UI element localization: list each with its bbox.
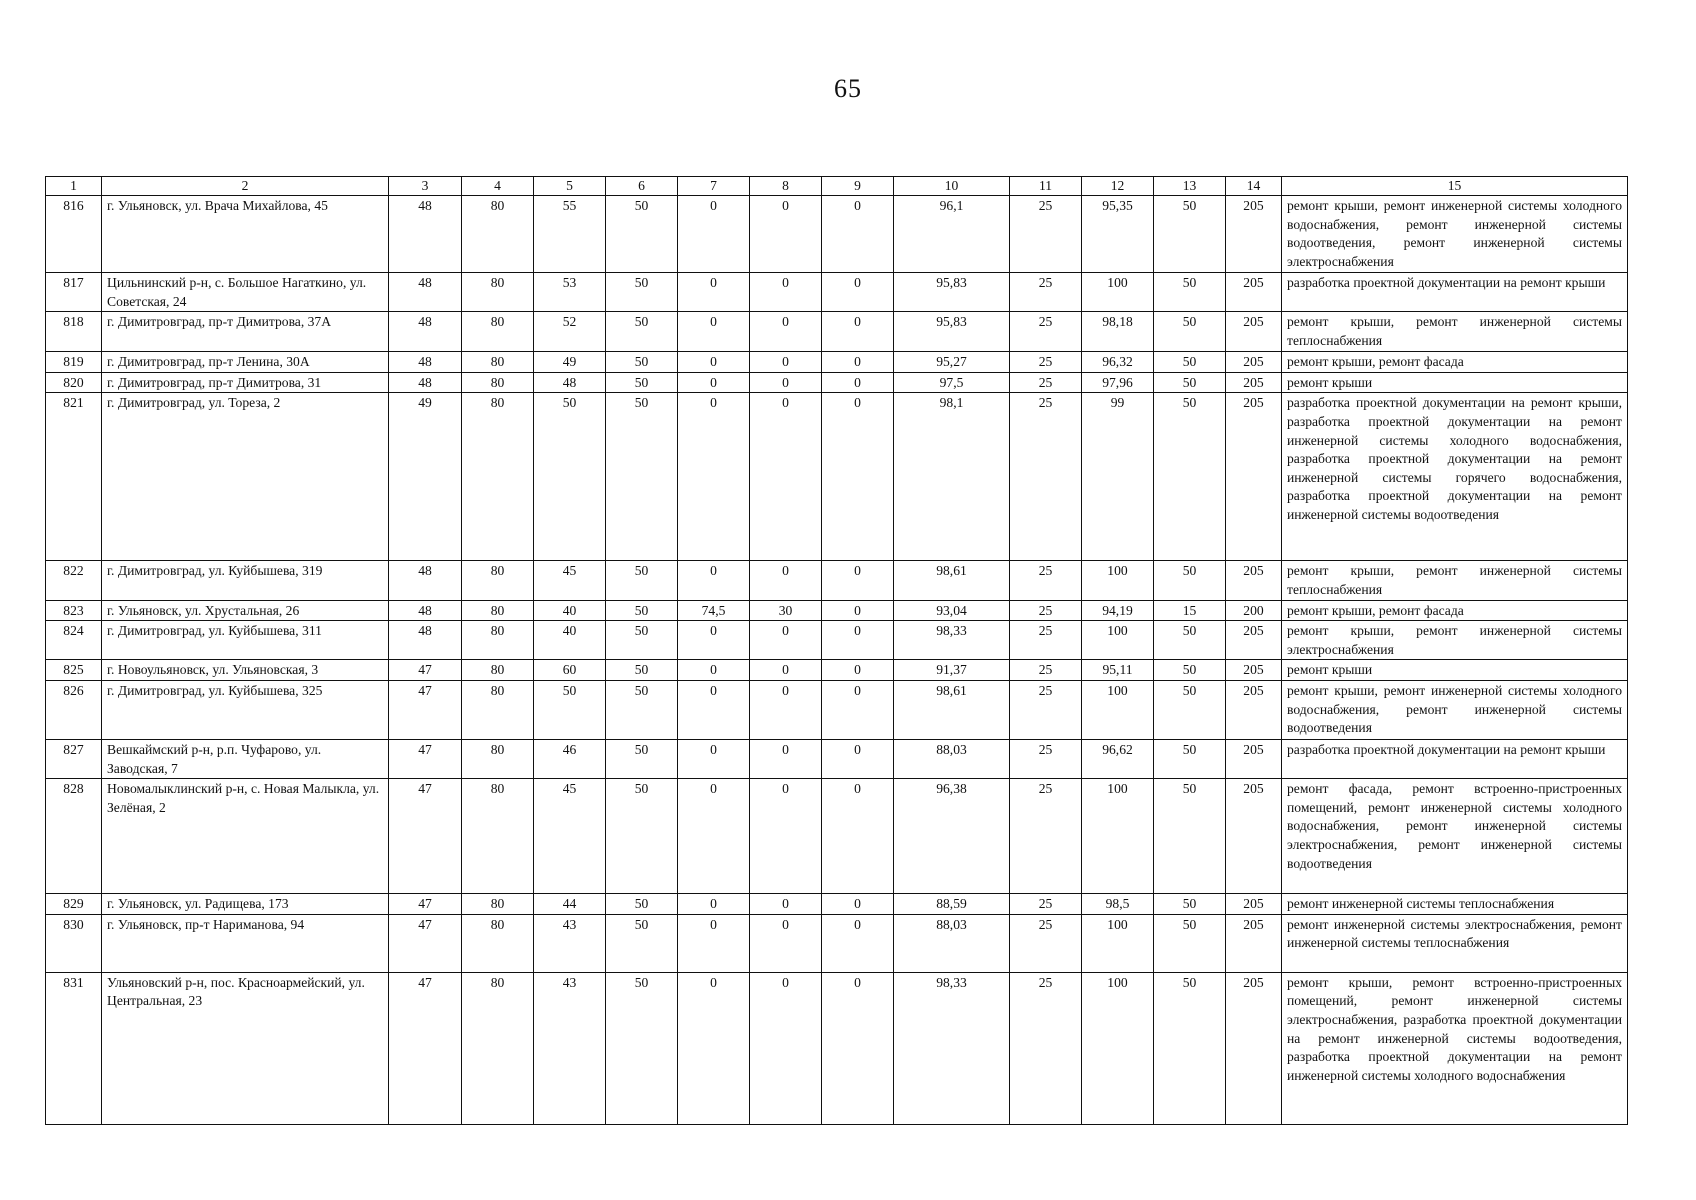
table-cell-col-15: ремонт крыши, ремонт инженерной системы электроснабжения (1282, 621, 1628, 660)
table-cell-col-14: 205 (1226, 312, 1282, 352)
table-cell-col-7: 0 (678, 312, 750, 352)
table-cell-col-4: 80 (462, 393, 534, 561)
table-cell-col-8: 0 (750, 312, 822, 352)
table-cell-col-11: 25 (1010, 739, 1082, 778)
table-cell-col-13: 50 (1154, 894, 1226, 915)
table-cell-col-9: 0 (822, 894, 894, 915)
column-header-1: 1 (46, 177, 102, 196)
table-cell-col-14: 205 (1226, 894, 1282, 915)
table-cell-col-1: 816 (46, 196, 102, 273)
column-header-5: 5 (534, 177, 606, 196)
table-cell-col-1: 826 (46, 680, 102, 739)
table-cell-col-2: г. Ульяновск, ул. Хрустальная, 26 (102, 600, 389, 621)
table-cell-col-7: 0 (678, 372, 750, 393)
table-cell-col-12: 95,11 (1082, 660, 1154, 681)
table-cell-col-2: г. Димитровград, ул. Куйбышева, 311 (102, 621, 389, 660)
table-cell-col-6: 50 (606, 312, 678, 352)
table-cell-col-10: 98,1 (894, 393, 1010, 561)
table-cell-col-15: ремонт крыши, ремонт инженерной системы теплоснабжения (1282, 312, 1628, 352)
table-cell-col-8: 0 (750, 779, 822, 894)
table-cell-col-15: ремонт крыши, ремонт инженерной системы холодного водоснабжения, ремонт инженерной системы водоотведения (1282, 680, 1628, 739)
table-cell-col-9: 0 (822, 393, 894, 561)
table-cell-col-10: 88,03 (894, 739, 1010, 778)
table-cell-col-4: 80 (462, 561, 534, 600)
table-cell-col-8: 0 (750, 914, 822, 972)
table-cell-col-5: 40 (534, 621, 606, 660)
table-cell-col-2: г. Димитровград, ул. Куйбышева, 325 (102, 680, 389, 739)
table-cell-col-14: 205 (1226, 561, 1282, 600)
table-cell-col-5: 50 (534, 680, 606, 739)
table-cell-col-7: 0 (678, 660, 750, 681)
table-cell-col-15: ремонт крыши, ремонт фасада (1282, 600, 1628, 621)
table-cell-col-6: 50 (606, 372, 678, 393)
table-cell-col-6: 50 (606, 561, 678, 600)
table-cell-col-13: 50 (1154, 972, 1226, 1124)
table-cell-col-7: 0 (678, 739, 750, 778)
table-cell-col-2: г. Ульяновск, ул. Радищева, 173 (102, 894, 389, 915)
table-cell-col-14: 200 (1226, 600, 1282, 621)
table-cell-col-5: 52 (534, 312, 606, 352)
column-header-4: 4 (462, 177, 534, 196)
table-cell-col-4: 80 (462, 312, 534, 352)
table-cell-col-6: 50 (606, 972, 678, 1124)
table-row (46, 779, 1628, 894)
table-cell-col-9: 0 (822, 680, 894, 739)
table-cell-col-8: 0 (750, 739, 822, 778)
table-cell-col-2: Цильнинский р-н, с. Большое Нагаткино, ул. Советская, 24 (102, 273, 389, 312)
table-cell-col-2: г. Ульяновск, ул. Врача Михайлова, 45 (102, 196, 389, 273)
table-cell-col-5: 43 (534, 972, 606, 1124)
table-cell-col-14: 205 (1226, 779, 1282, 894)
table-cell-col-5: 43 (534, 914, 606, 972)
table-cell-col-1: 829 (46, 894, 102, 915)
table-cell-col-9: 0 (822, 914, 894, 972)
table-cell-col-9: 0 (822, 739, 894, 778)
table-cell-col-12: 96,32 (1082, 352, 1154, 373)
table-cell-col-12: 96,62 (1082, 739, 1154, 778)
table-cell-col-9: 0 (822, 312, 894, 352)
table-cell-col-1: 822 (46, 561, 102, 600)
table-cell-col-4: 80 (462, 894, 534, 915)
table-cell-col-6: 50 (606, 600, 678, 621)
table-cell-col-5: 44 (534, 894, 606, 915)
table-cell-col-9: 0 (822, 660, 894, 681)
table-cell-col-13: 50 (1154, 312, 1226, 352)
table-cell-col-11: 25 (1010, 196, 1082, 273)
table-cell-col-15: ремонт фасада, ремонт встроенно-пристроенных помещений, ремонт инженерной системы холодного водоснабжения, ремонт инженерной системы электроснабжения, ремонт инженерной системы водоотведения (1282, 779, 1628, 894)
table-cell-col-4: 80 (462, 621, 534, 660)
table-cell-col-14: 205 (1226, 372, 1282, 393)
table-cell-col-9: 0 (822, 779, 894, 894)
table-row (46, 273, 1628, 312)
table-row (46, 972, 1628, 1124)
table-cell-col-1: 818 (46, 312, 102, 352)
table-cell-col-12: 100 (1082, 972, 1154, 1124)
table-cell-col-9: 0 (822, 352, 894, 373)
table-cell-col-2: Ульяновский р-н, пос. Красноармейский, ул. Центральная, 23 (102, 972, 389, 1124)
table-cell-col-15: разработка проектной документации на ремонт крыши, разработка проектной документации на ремонт инженерной системы холодного водоснабжения, разработка проектной документации на ремонт инженерной системы горячего водоснабжения, разработка проектной документации на ремонт инженерной системы водоотведения (1282, 393, 1628, 561)
table-cell-col-15: ремонт крыши, ремонт инженерной системы холодного водоснабжения, ремонт инженерной системы водоотведения, ремонт инженерной системы электроснабжения (1282, 196, 1628, 273)
table-cell-col-5: 55 (534, 196, 606, 273)
table-cell-col-9: 0 (822, 372, 894, 393)
table-cell-col-5: 45 (534, 561, 606, 600)
table-row (46, 680, 1628, 739)
column-header-9: 9 (822, 177, 894, 196)
table-cell-col-5: 60 (534, 660, 606, 681)
table-cell-col-7: 0 (678, 621, 750, 660)
table-cell-col-13: 50 (1154, 372, 1226, 393)
table-cell-col-4: 80 (462, 372, 534, 393)
column-header-6: 6 (606, 177, 678, 196)
table-cell-col-14: 205 (1226, 914, 1282, 972)
table-cell-col-11: 25 (1010, 621, 1082, 660)
table-cell-col-8: 0 (750, 621, 822, 660)
table-cell-col-13: 50 (1154, 739, 1226, 778)
table-cell-col-8: 0 (750, 972, 822, 1124)
table-cell-col-3: 48 (389, 312, 462, 352)
table-cell-col-1: 819 (46, 352, 102, 373)
table-cell-col-6: 50 (606, 352, 678, 373)
table-cell-col-3: 48 (389, 372, 462, 393)
table-cell-col-11: 25 (1010, 680, 1082, 739)
table-cell-col-2: г. Димитровград, ул. Куйбышева, 319 (102, 561, 389, 600)
table-cell-col-1: 824 (46, 621, 102, 660)
table-cell-col-13: 50 (1154, 196, 1226, 273)
table-cell-col-13: 50 (1154, 660, 1226, 681)
table-cell-col-10: 93,04 (894, 600, 1010, 621)
table-cell-col-8: 0 (750, 561, 822, 600)
table-cell-col-13: 50 (1154, 779, 1226, 894)
table-cell-col-6: 50 (606, 914, 678, 972)
table-cell-col-3: 49 (389, 393, 462, 561)
table-cell-col-3: 48 (389, 561, 462, 600)
table-cell-col-3: 48 (389, 600, 462, 621)
table-cell-col-11: 25 (1010, 273, 1082, 312)
table-cell-col-3: 47 (389, 680, 462, 739)
column-header-15: 15 (1282, 177, 1628, 196)
table-cell-col-5: 40 (534, 600, 606, 621)
table-cell-col-8: 0 (750, 660, 822, 681)
table-cell-col-8: 30 (750, 600, 822, 621)
table-cell-col-3: 47 (389, 779, 462, 894)
table-cell-col-14: 205 (1226, 352, 1282, 373)
table-cell-col-12: 100 (1082, 680, 1154, 739)
table-row (46, 561, 1628, 600)
work-schedule-table (45, 176, 1628, 1125)
table-cell-col-4: 80 (462, 352, 534, 373)
column-header-10: 10 (894, 177, 1010, 196)
table-cell-col-1: 830 (46, 914, 102, 972)
table-row (46, 196, 1628, 273)
table-cell-col-3: 47 (389, 914, 462, 972)
table-cell-col-13: 50 (1154, 273, 1226, 312)
table-cell-col-11: 25 (1010, 600, 1082, 621)
column-header-8: 8 (750, 177, 822, 196)
table-cell-col-6: 50 (606, 660, 678, 681)
table-cell-col-12: 100 (1082, 621, 1154, 660)
table-cell-col-1: 817 (46, 273, 102, 312)
table-row (46, 660, 1628, 681)
table-cell-col-1: 825 (46, 660, 102, 681)
table-cell-col-6: 50 (606, 779, 678, 894)
table-cell-col-12: 100 (1082, 779, 1154, 894)
table-row (46, 393, 1628, 561)
table-row (46, 914, 1628, 972)
table-cell-col-7: 0 (678, 561, 750, 600)
table-cell-col-15: ремонт крыши (1282, 372, 1628, 393)
table-cell-col-2: г. Димитровград, пр-т Ленина, 30А (102, 352, 389, 373)
table-cell-col-7: 0 (678, 972, 750, 1124)
table-cell-col-3: 48 (389, 621, 462, 660)
table-cell-col-8: 0 (750, 393, 822, 561)
table-cell-col-15: ремонт крыши, ремонт встроенно-пристроенных помещений, ремонт инженерной системы электроснабжения, разработка проектной документации на ремонт инженерной системы водоотведения, разработка проектной документации на ремонт инженерной системы холодного водоснабжения (1282, 972, 1628, 1124)
table-cell-col-13: 50 (1154, 561, 1226, 600)
table-cell-col-11: 25 (1010, 914, 1082, 972)
table-cell-col-6: 50 (606, 739, 678, 778)
table-cell-col-12: 100 (1082, 914, 1154, 972)
table-cell-col-7: 0 (678, 779, 750, 894)
table-cell-col-2: г. Новоульяновск, ул. Ульяновская, 3 (102, 660, 389, 681)
column-header-11: 11 (1010, 177, 1082, 196)
table-cell-col-4: 80 (462, 972, 534, 1124)
table-cell-col-10: 97,5 (894, 372, 1010, 393)
table-cell-col-10: 88,59 (894, 894, 1010, 915)
table-cell-col-12: 98,5 (1082, 894, 1154, 915)
table-cell-col-3: 47 (389, 660, 462, 681)
table-row (46, 352, 1628, 373)
table-cell-col-15: разработка проектной документации на ремонт крыши (1282, 273, 1628, 312)
header-row (46, 177, 1628, 196)
table-cell-col-10: 98,61 (894, 680, 1010, 739)
table-cell-col-3: 47 (389, 972, 462, 1124)
table-cell-col-10: 96,1 (894, 196, 1010, 273)
table-cell-col-10: 98,33 (894, 621, 1010, 660)
table-cell-col-2: г. Димитровград, пр-т Димитрова, 37А (102, 312, 389, 352)
table-cell-col-6: 50 (606, 621, 678, 660)
table-cell-col-9: 0 (822, 600, 894, 621)
table-cell-col-8: 0 (750, 273, 822, 312)
table-cell-col-3: 47 (389, 739, 462, 778)
table-cell-col-15: ремонт крыши, ремонт фасада (1282, 352, 1628, 373)
table-cell-col-9: 0 (822, 972, 894, 1124)
table-cell-col-14: 205 (1226, 660, 1282, 681)
table-cell-col-9: 0 (822, 196, 894, 273)
table-cell-col-12: 100 (1082, 273, 1154, 312)
table-cell-col-14: 205 (1226, 972, 1282, 1124)
table-cell-col-15: ремонт инженерной системы теплоснабжения (1282, 894, 1628, 915)
table-cell-col-7: 0 (678, 894, 750, 915)
table-cell-col-12: 95,35 (1082, 196, 1154, 273)
table-cell-col-4: 80 (462, 779, 534, 894)
table-cell-col-2: г. Димитровград, ул. Тореза, 2 (102, 393, 389, 561)
table-cell-col-4: 80 (462, 680, 534, 739)
table-cell-col-10: 95,27 (894, 352, 1010, 373)
table-cell-col-10: 91,37 (894, 660, 1010, 681)
table-cell-col-5: 46 (534, 739, 606, 778)
column-header-7: 7 (678, 177, 750, 196)
table-cell-col-4: 80 (462, 600, 534, 621)
table-cell-col-11: 25 (1010, 972, 1082, 1124)
table-cell-col-7: 0 (678, 352, 750, 373)
table-cell-col-15: ремонт крыши, ремонт инженерной системы теплоснабжения (1282, 561, 1628, 600)
table-cell-col-15: ремонт крыши (1282, 660, 1628, 681)
table-cell-col-3: 48 (389, 352, 462, 373)
table-cell-col-14: 205 (1226, 273, 1282, 312)
table-cell-col-1: 831 (46, 972, 102, 1124)
page-number: 65 (834, 74, 862, 103)
table-row (46, 372, 1628, 393)
table-cell-col-5: 50 (534, 393, 606, 561)
table-cell-col-9: 0 (822, 273, 894, 312)
table-cell-col-13: 50 (1154, 352, 1226, 373)
column-header-2: 2 (102, 177, 389, 196)
table-cell-col-5: 48 (534, 372, 606, 393)
table-cell-col-8: 0 (750, 196, 822, 273)
table-cell-col-12: 94,19 (1082, 600, 1154, 621)
table-cell-col-8: 0 (750, 372, 822, 393)
table-cell-col-1: 823 (46, 600, 102, 621)
table-cell-col-2: г. Ульяновск, пр-т Нариманова, 94 (102, 914, 389, 972)
table-cell-col-14: 205 (1226, 739, 1282, 778)
column-header-12: 12 (1082, 177, 1154, 196)
table-cell-col-10: 98,33 (894, 972, 1010, 1124)
table-cell-col-11: 25 (1010, 393, 1082, 561)
table-cell-col-10: 96,38 (894, 779, 1010, 894)
column-header-13: 13 (1154, 177, 1226, 196)
table-cell-col-1: 821 (46, 393, 102, 561)
table-body (46, 177, 1628, 1125)
table-cell-col-13: 50 (1154, 621, 1226, 660)
table-cell-col-11: 25 (1010, 779, 1082, 894)
table-row (46, 600, 1628, 621)
table-cell-col-10: 88,03 (894, 914, 1010, 972)
table-cell-col-7: 0 (678, 196, 750, 273)
table-cell-col-11: 25 (1010, 312, 1082, 352)
table-cell-col-11: 25 (1010, 894, 1082, 915)
table-cell-col-15: ремонт инженерной системы электроснабжения, ремонт инженерной системы теплоснабжения (1282, 914, 1628, 972)
table-cell-col-13: 15 (1154, 600, 1226, 621)
table-cell-col-4: 80 (462, 196, 534, 273)
table-cell-col-14: 205 (1226, 621, 1282, 660)
column-header-14: 14 (1226, 177, 1282, 196)
table-cell-col-13: 50 (1154, 680, 1226, 739)
table-cell-col-4: 80 (462, 914, 534, 972)
table-cell-col-8: 0 (750, 894, 822, 915)
table-cell-col-5: 49 (534, 352, 606, 373)
table-cell-col-14: 205 (1226, 393, 1282, 561)
table-row (46, 894, 1628, 915)
table-cell-col-14: 205 (1226, 196, 1282, 273)
table-cell-col-8: 0 (750, 680, 822, 739)
table-cell-col-6: 50 (606, 393, 678, 561)
table-cell-col-12: 97,96 (1082, 372, 1154, 393)
table-cell-col-7: 0 (678, 914, 750, 972)
table-row (46, 621, 1628, 660)
table-cell-col-8: 0 (750, 352, 822, 373)
table-cell-col-6: 50 (606, 894, 678, 915)
table-cell-col-12: 98,18 (1082, 312, 1154, 352)
table-cell-col-12: 99 (1082, 393, 1154, 561)
table-cell-col-2: Вешкаймский р-н, р.п. Чуфарово, ул. Заводская, 7 (102, 739, 389, 778)
table-cell-col-14: 205 (1226, 680, 1282, 739)
table-cell-col-9: 0 (822, 561, 894, 600)
table-cell-col-6: 50 (606, 196, 678, 273)
table-row (46, 739, 1628, 778)
table-row (46, 312, 1628, 352)
table-cell-col-5: 53 (534, 273, 606, 312)
table-cell-col-7: 0 (678, 393, 750, 561)
table-cell-col-1: 827 (46, 739, 102, 778)
table-cell-col-10: 98,61 (894, 561, 1010, 600)
table-cell-col-9: 0 (822, 621, 894, 660)
table-cell-col-7: 0 (678, 273, 750, 312)
table-cell-col-3: 48 (389, 196, 462, 273)
table-cell-col-4: 80 (462, 660, 534, 681)
table-cell-col-2: г. Димитровград, пр-т Димитрова, 31 (102, 372, 389, 393)
table-cell-col-1: 828 (46, 779, 102, 894)
table-cell-col-4: 80 (462, 273, 534, 312)
table-cell-col-4: 80 (462, 739, 534, 778)
table-cell-col-7: 74,5 (678, 600, 750, 621)
table-cell-col-10: 95,83 (894, 273, 1010, 312)
table-cell-col-11: 25 (1010, 561, 1082, 600)
table-cell-col-6: 50 (606, 680, 678, 739)
table-cell-col-12: 100 (1082, 561, 1154, 600)
table-cell-col-11: 25 (1010, 660, 1082, 681)
table-cell-col-13: 50 (1154, 393, 1226, 561)
table-cell-col-3: 48 (389, 273, 462, 312)
table-cell-col-3: 47 (389, 894, 462, 915)
table-cell-col-13: 50 (1154, 914, 1226, 972)
column-header-3: 3 (389, 177, 462, 196)
table-cell-col-2: Новомалыклинский р-н, с. Новая Малыкла, ул. Зелёная, 2 (102, 779, 389, 894)
table-cell-col-11: 25 (1010, 372, 1082, 393)
table-cell-col-11: 25 (1010, 352, 1082, 373)
table-cell-col-1: 820 (46, 372, 102, 393)
table-cell-col-10: 95,83 (894, 312, 1010, 352)
table-cell-col-15: разработка проектной документации на ремонт крыши (1282, 739, 1628, 778)
table-cell-col-5: 45 (534, 779, 606, 894)
table-cell-col-6: 50 (606, 273, 678, 312)
table-cell-col-7: 0 (678, 680, 750, 739)
